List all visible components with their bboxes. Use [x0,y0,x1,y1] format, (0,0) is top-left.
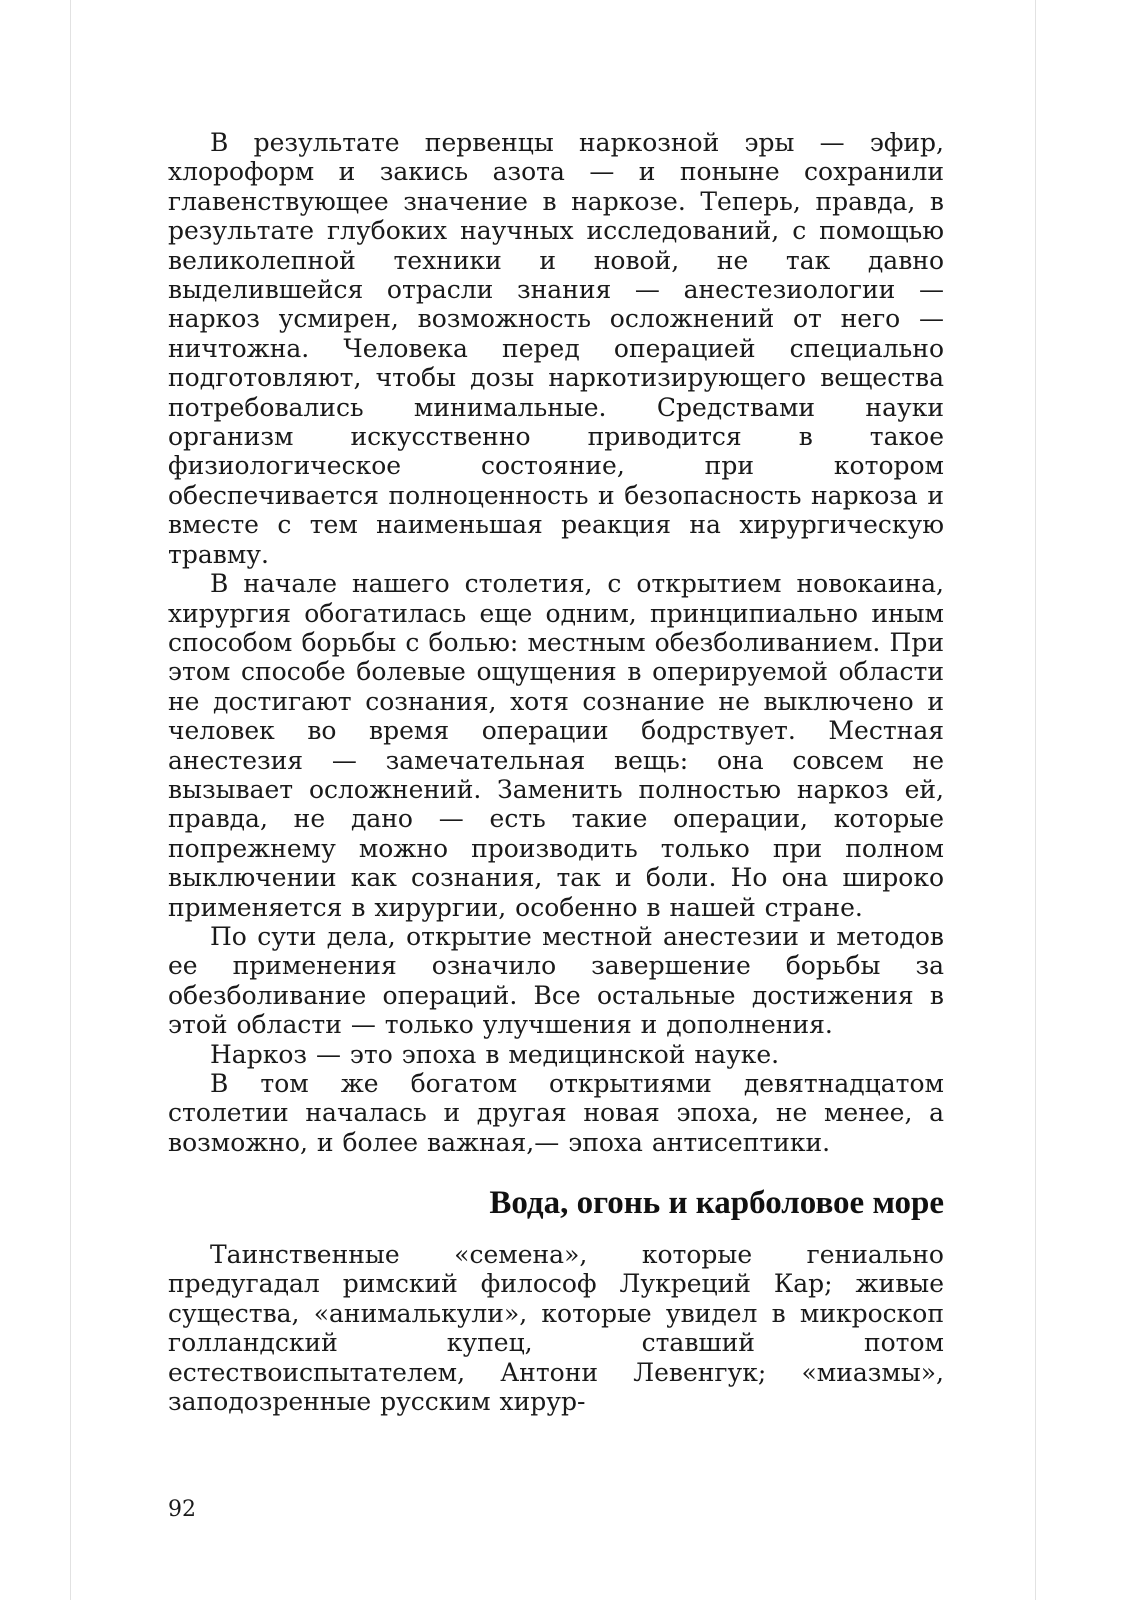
paragraph: В результате первенцы наркозной эры — эфир, хлороформ и закись азота — и поныне сохранили главенствующее значение в наркозе. Теперь, правда, в результате глубоких научных исследований, с помощью великолепной техники и новой, не так давно выделившейся отрасли знания — анестезиологии — наркоз усмирен, возможность осложнений от него — ничтожна. Человека перед операцией специально подготовляют, чтобы дозы наркотизирующего вещества потребовались минимальные. Средствами науки организм искусственно приводится в такое физиологическое состояние, при котором обеспечивается полноценность и безопасность наркоза и вместе с тем наименьшая реакция на хирургическую травму. [168,128,944,569]
main-text-top [168,128,944,1157]
section-heading: Вода, огонь и карболовое море [489,1185,944,1221]
paragraph: Таинственные «семена», которые гениально предугадал римский философ Лукреций Кар; живые существа, «анималькули», которые увидел в микроскоп голландский купец, ставший потом естествоиспытателем, Антони Левенгук; «миазмы», заподозренные русским хирур- [168,1240,944,1417]
paragraph: В том же богатом открытиями девятнадцатом столетии началась и другая новая эпоха, не менее, а возможно, и более важная,— эпоха антисептики. [168,1069,944,1157]
paragraph: По сути дела, открытие местной анестезии и методов ее применения означило завершение борьбы за обезболивание операций. Все остальные достижения в этой области — только улучшения и дополнения. [168,921,944,1040]
page-number: 92 [168,1497,196,1522]
main-text-bottom [168,1240,944,1416]
paragraph: Наркоз — это эпоха в медицинской науке. [210,1039,780,1069]
paragraph: В начале нашего столетия, с открытием новокаина, хирургия обогатилась еще одним, принципиально иным способом борьбы с болью: местным обезболиванием. При этом способе болевые ощущения в оперируемой области не достигают сознания, хотя сознание не выключено и человек во время операции бодрствует. Местная анестезия — замечательная вещь: она совсем не вызывает осложнений. Заменить полностью наркоз ей, правда, не дано — есть такие операции, которые попрежнему можно производить только при полном выключении как сознания, так и боли. Но она широко применяется в хирургии, особенно в нашей стране. [168,569,944,922]
